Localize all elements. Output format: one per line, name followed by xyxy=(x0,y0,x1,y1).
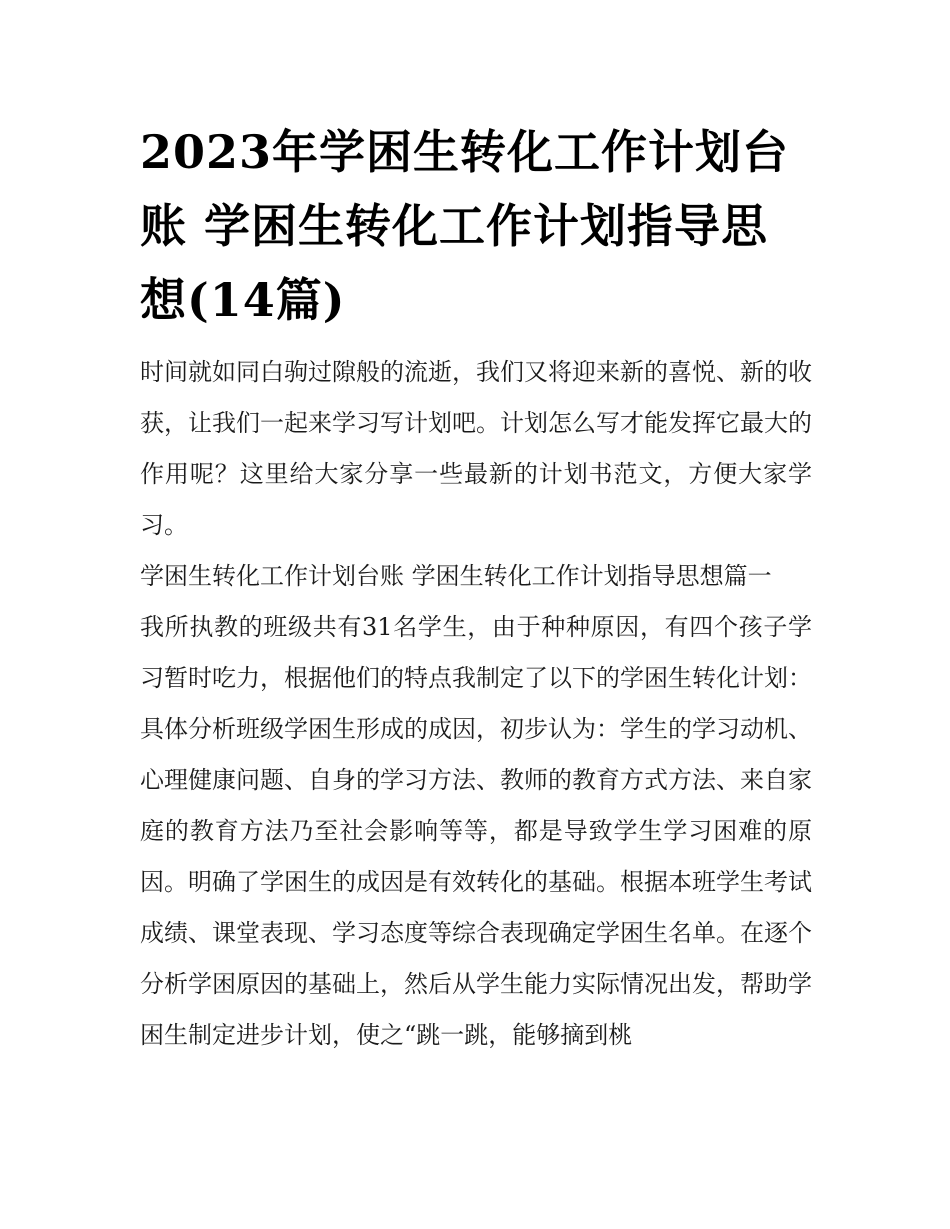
document-title: 2023年学困生转化工作计划台账 学困生转化工作计划指导思想(14篇) xyxy=(140,125,790,327)
section-heading: 学困生转化工作计划台账 学困生转化工作计划指导思想篇一 xyxy=(140,562,772,590)
analysis-paragraph: 具体分析班级学困生形成的成因，初步认为：学生的学习动机、心理健康问题、自身的学习方法、教师的教育方式方法、来自家庭的教育方法乃至社会影响等等，都是导致学生学习困难的原因。明确了学困生的成因是有效转化的基础。根据本班学生考试成绩、课堂表现、学习态度等综合表现确定学困生名单。在逐个分析学困原因的基础上，然后从学生能力实际情况出发，帮助学困生制定进步计划，使之“跳一跳，能够摘到桃 xyxy=(140,715,812,1049)
class-overview-paragraph: 我所执教的班级共有31名学生，由于种种原因，有四个孩子学习暂时吃力，根据他们的特点我制定了以下的学困生转化计划： xyxy=(140,613,812,692)
document-body xyxy=(140,115,812,1061)
intro-paragraph: 时间就如同白驹过隙般的流逝，我们又将迎来新的喜悦、新的收获，让我们一起来学习写计划吧。计划怎么写才能发挥它最大的作用呢？这里给大家分享一些最新的计划书范文，方便大家学习。 xyxy=(140,358,812,539)
